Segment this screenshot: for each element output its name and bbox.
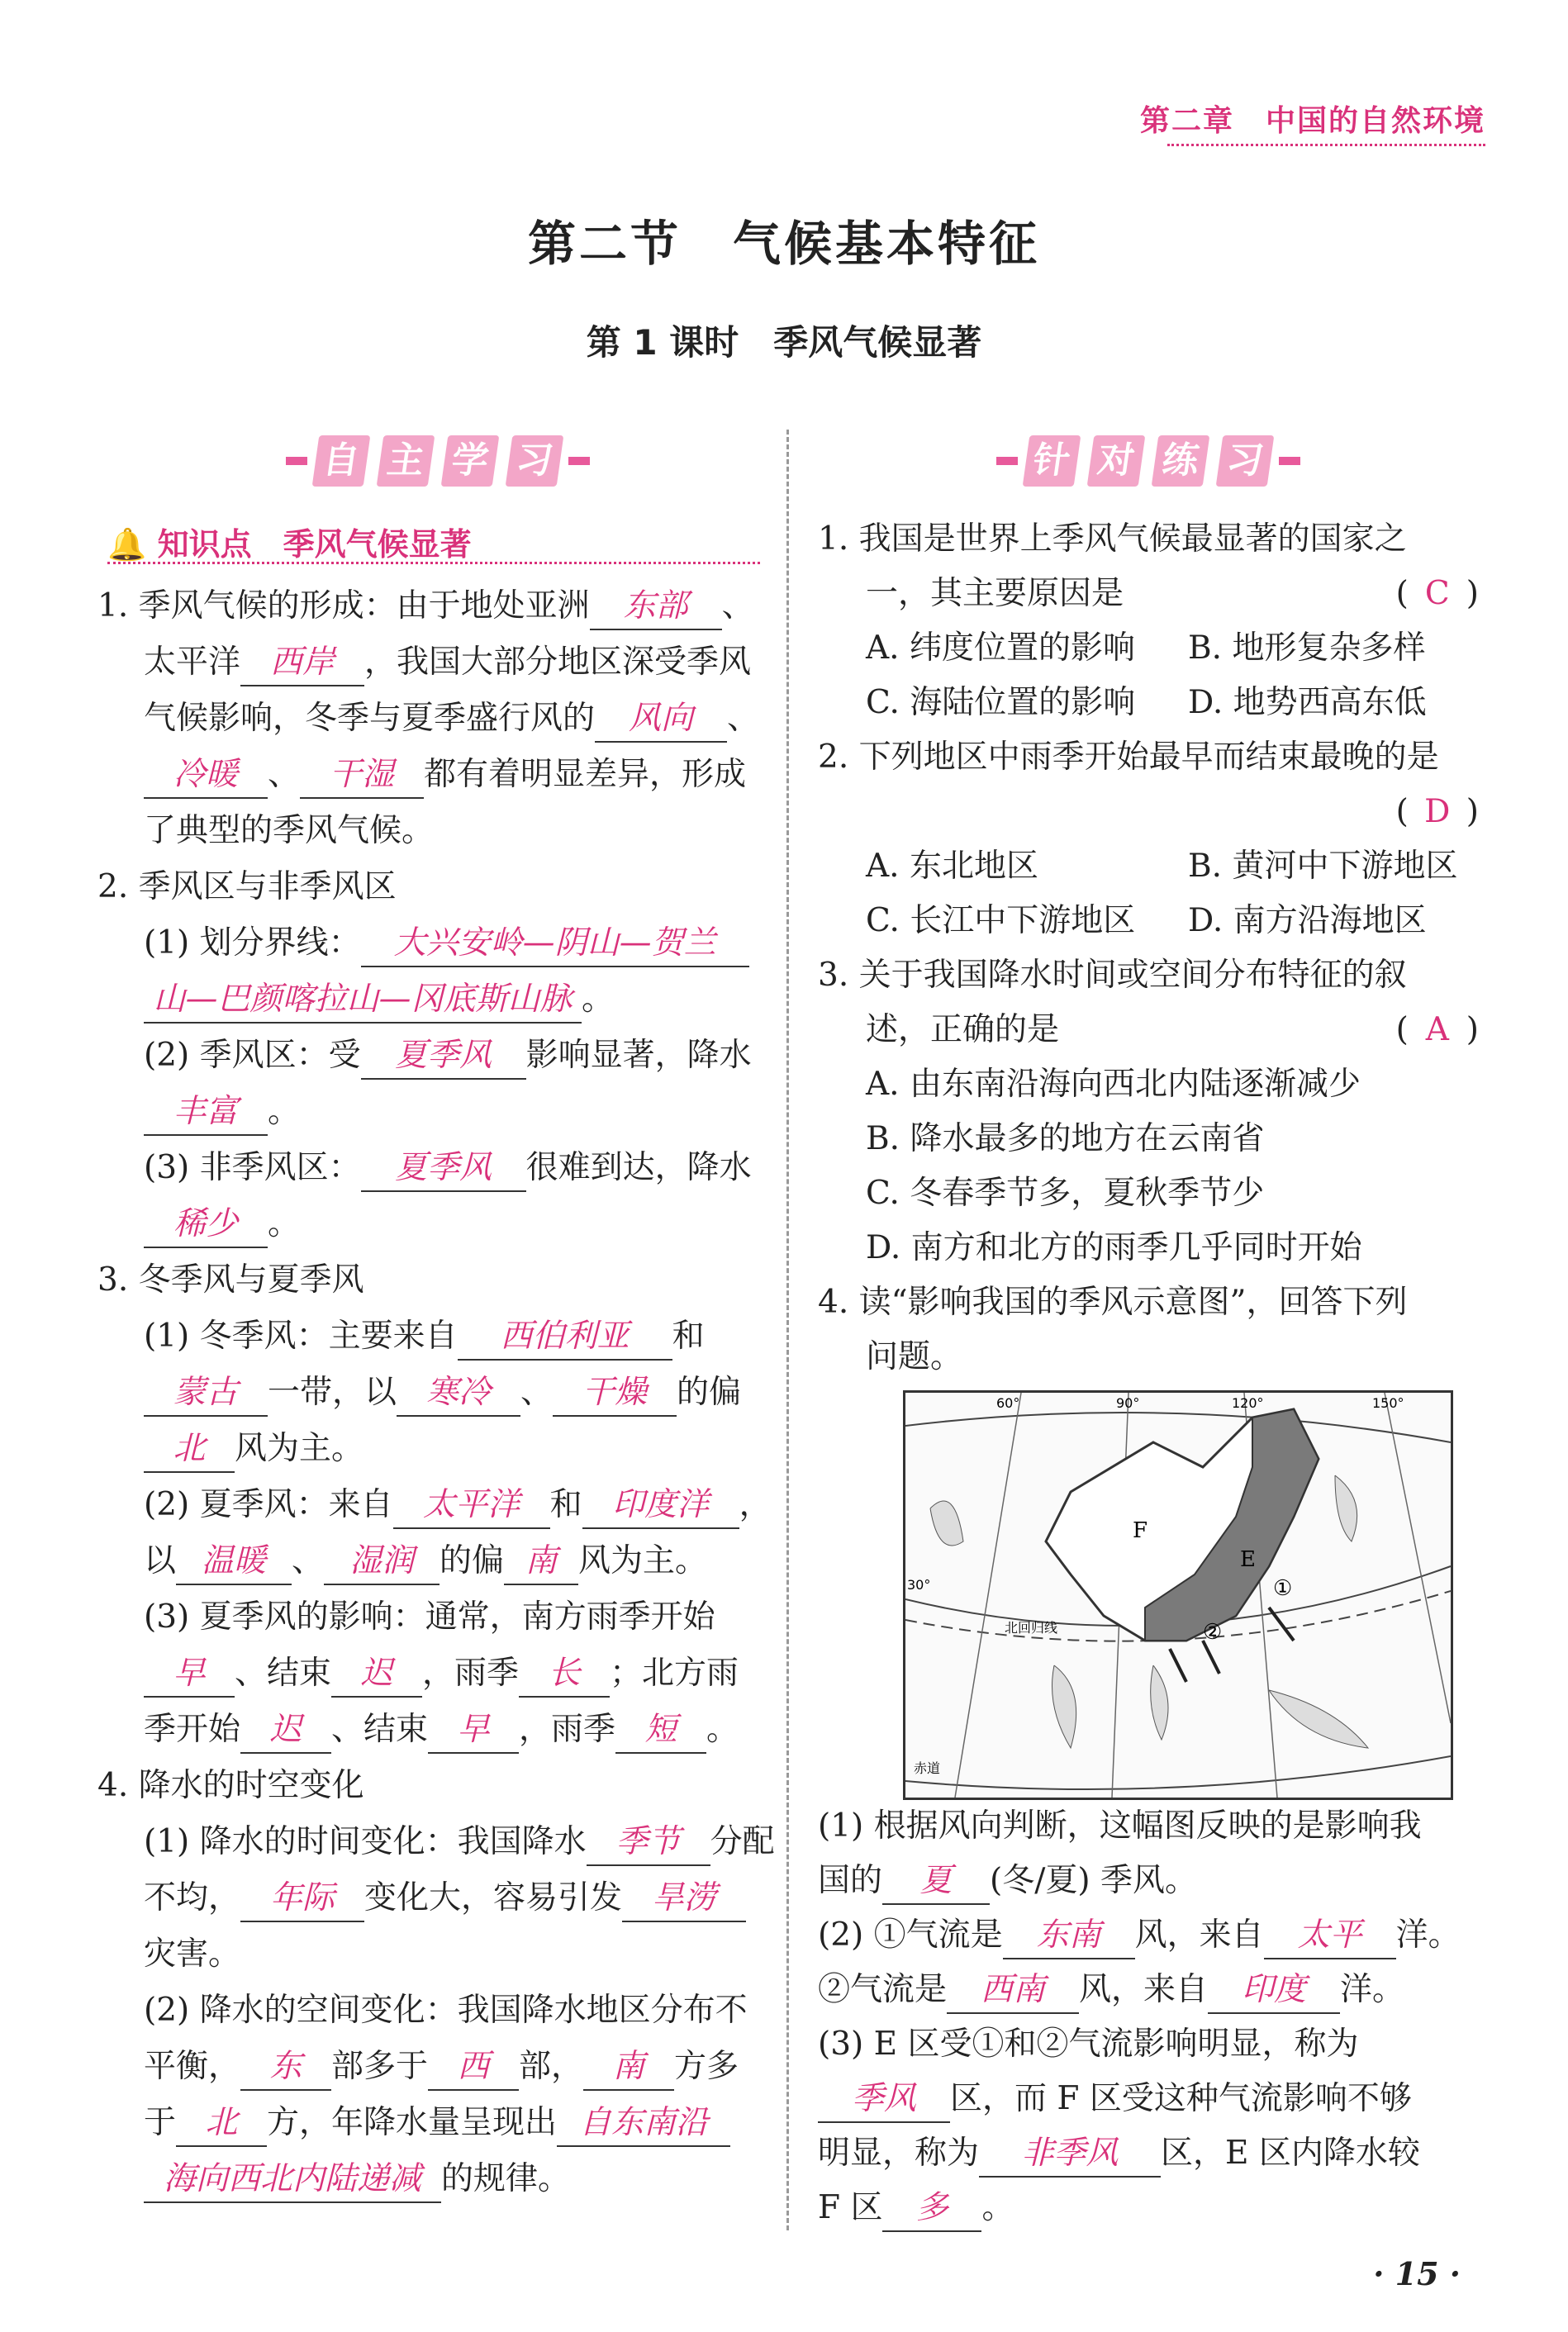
column-divider: [786, 430, 789, 2230]
region-f-label: F: [1133, 1518, 1148, 1543]
left-column: 1. 季风气候的形成：由于地处亚洲 东部 、 太平洋 西岸 ，我国大部分地区深受季风 气候影响，冬季与夏季盛行风的 风向 、 冷暖 、 干湿 都有着明显差异，形成 了典型的季风气候。 2. 季风区与非季风区 (1) 划分界线： 大兴安岭—阴山—贺兰 山—巴颜喀拉山—冈底斯山脉 。 (2) 季风区：受 夏季风 影响显著，降水 丰富 。 (3) 非季风区： 夏季风 很难到达，降水 稀少 。 3. 冬季风与夏季风 (1) 冬季风：主要来自 西伯利亚 和 蒙古 一带，以 寒冷 、 干燥 的偏 北 风为主。 (2) 夏季风：来自 太平洋 和 印度洋 ， 以 温暖 、 湿润 的偏 南 风为主。 (3) 夏季风的影响：通常，南方雨季开始 早 、结束 迟 ，雨季 长 ；北方雨 季开始 迟 、结束 早 ，雨季 短 。 4. 降水的时空变化 (1) 降水的时间变化：我国降水 季节 分配 不均， 年际 变化大，容易引发 旱涝 灾害。 (2) 降水的空间变化：我国降水地区分布不 平衡， 东 部多于 西 部， 南 方多 于 北 方，年降水量呈现出 自东南沿 海向西北内陆递减 的规律。: [97, 578, 767, 2207]
self-study-banner: [281, 431, 595, 491]
monsoon-map: [903, 1390, 1453, 1800]
answer: 温暖: [176, 1539, 292, 1585]
answer: A: [1425, 1011, 1449, 1048]
practice-banner: [991, 431, 1305, 491]
answer: 迟: [331, 1651, 422, 1698]
answer: 东: [240, 2045, 331, 2091]
right-column: 1. 我国是世界上季风气候最显著的国家之 一，其主要原因是 ( C ) A. 纬度位置的影响 B. 地形复杂多样 C. 海陆位置的影响 D. 地势西高东低 2. 下列地区中雨季开始最早而结束最晚的是 ( D ) A. 东北地区 B. 黄河中下游地区 C. 长江中下游地区 D. 南方沿海地区 3. 关于我国降水时间或空间分布特征的叙 述，正确的是 ( A ) A. 由东南沿海向西北内陆逐渐减少 B. 降水最多的地方在云南省 C. 冬春季节多，夏秋季节少 D. 南方和北方的雨季几乎同时开始 4. 读“影响我国的季风示意图”，回答下列 问题。: [818, 520, 1479, 1375]
answer: 长: [519, 1651, 610, 1698]
answer: 东部: [590, 584, 722, 630]
knowledge-point-underline: [107, 562, 760, 564]
answer: 印度: [1208, 1968, 1340, 2014]
answer: 早: [428, 1707, 519, 1754]
tropic-label: 北回归线: [1005, 1620, 1058, 1636]
lat-label: 30°: [907, 1577, 931, 1593]
airflow-2-label: ②: [1203, 1620, 1223, 1645]
answer: 干湿: [300, 753, 424, 799]
answer: 丰富: [144, 1090, 268, 1136]
lon-label: 60°: [996, 1395, 1020, 1411]
answer: 湿润: [324, 1539, 440, 1585]
answer: 印度洋: [582, 1483, 739, 1529]
answer: 稀少: [144, 1202, 268, 1248]
answer: 自东南沿: [557, 2101, 730, 2147]
lon-label: 120°: [1232, 1395, 1264, 1411]
answer: 山—巴颜喀拉山—冈底斯山脉: [144, 977, 582, 1024]
lon-label: 90°: [1116, 1395, 1140, 1411]
answer: 季风: [818, 2077, 950, 2123]
banner-char: 针: [1023, 435, 1081, 487]
answer: 夏季风: [361, 1146, 526, 1192]
lon-label: 150°: [1372, 1395, 1404, 1411]
answer: 早: [144, 1651, 235, 1698]
answer: 北: [176, 2101, 267, 2147]
answer: D: [1424, 793, 1451, 830]
section-title: 第二节 气候基本特征: [527, 216, 1040, 272]
answer: 非季风: [979, 2131, 1161, 2178]
banner-char: 习: [506, 435, 564, 487]
answer: 短: [615, 1707, 706, 1754]
banner-char: 自: [312, 435, 371, 487]
region-e-label: E: [1240, 1547, 1256, 1572]
answer: 季节: [587, 1820, 710, 1866]
banner-char: 习: [1216, 435, 1275, 487]
answer: 大兴安岭—阴山—贺兰: [361, 921, 749, 967]
answer: 西南: [947, 1968, 1079, 2014]
answer: 西: [428, 2045, 519, 2091]
lesson-subtitle: 第 1 课时 季风气候显著: [586, 322, 982, 363]
answer: 蒙古: [144, 1370, 268, 1417]
header-underline: [1167, 139, 1485, 146]
banner-char: 对: [1087, 435, 1146, 487]
answer: 北: [144, 1427, 235, 1473]
answer: 风向: [595, 696, 727, 743]
banner-char: 练: [1152, 435, 1210, 487]
answer: C: [1424, 575, 1450, 612]
answer: 冷暖: [144, 753, 268, 799]
equator-label: 赤道: [914, 1760, 941, 1776]
banner-char: 主: [377, 435, 435, 487]
answer: 南: [583, 2045, 674, 2091]
answer: 多: [882, 2186, 981, 2232]
answer: 夏: [882, 1859, 990, 1905]
answer: 南: [504, 1539, 578, 1585]
chapter-header: 第二章 中国的自然环境: [1139, 104, 1485, 138]
answer: 旱涝: [622, 1876, 746, 1922]
answer: 年际: [240, 1876, 364, 1922]
page-number: · 15 ·: [1373, 2255, 1461, 2292]
knowledge-point-heading: 🔔 知识点 季风气候显著: [107, 526, 472, 563]
answer: 迟: [240, 1707, 331, 1754]
answer: 太平: [1264, 1913, 1396, 1959]
answer: 太平洋: [393, 1483, 550, 1529]
bell-icon: 🔔: [107, 526, 147, 563]
banner-char: 学: [441, 435, 500, 487]
answer: 夏季风: [361, 1033, 526, 1080]
answer: 海向西北内陆递减: [144, 2157, 441, 2203]
answer: 干燥: [553, 1370, 677, 1417]
airflow-1-label: ①: [1273, 1576, 1293, 1601]
answer: 寒冷: [397, 1370, 520, 1417]
right-column-q4-answers: (1) 根据风向判断，这幅图反映的是影响我 国的 夏 (冬/夏) 季风。 (2) ①气流是 东南 风，来自 太平 洋。 ②气流是 西南 风，来自 印度 洋。 (3) E 区受①和②气流影响明显，称为 季风 区，而 F 区受这种气流影响不够 明显，称为 非季风 区，E 区内降水较 F 区 多 。: [818, 1799, 1479, 2235]
answer: 东南: [1003, 1913, 1135, 1959]
answer: 西伯利亚: [458, 1314, 672, 1361]
answer: 西岸: [240, 640, 364, 686]
